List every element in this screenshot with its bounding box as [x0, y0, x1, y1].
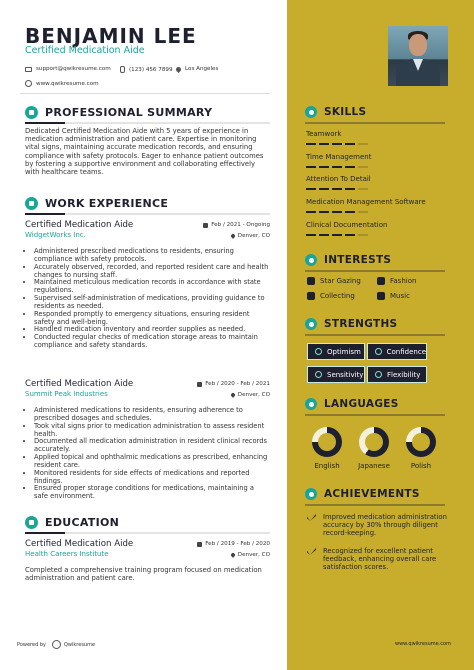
trophy-icon: [305, 488, 317, 500]
footer-powered-by: [17, 640, 95, 649]
skill-item: [306, 221, 446, 236]
job-entry-title: Certified Medication Aide: [25, 379, 134, 389]
language-level-ring: [359, 427, 389, 457]
achievements-heading: [305, 488, 420, 500]
skill-level-bar: [306, 234, 446, 236]
website-contact: [25, 80, 99, 87]
experience-underline: [25, 213, 270, 215]
strength-badge: [367, 366, 427, 383]
phone-contact: [120, 66, 173, 73]
list-item: • Monitored residents for side effects of medications and reported findings.: [34, 470, 270, 486]
strength-label: Optimism: [327, 347, 361, 356]
job-entry-location-text: Denver, CO: [237, 392, 270, 398]
skill-level-segment: [345, 234, 355, 236]
location-pin-icon: [230, 392, 236, 398]
language-level-ring: [312, 427, 342, 457]
experience-title: WORK EXPERIENCE: [45, 197, 169, 210]
strength-label: Sensitivity: [327, 370, 364, 379]
skill-level-segment: [332, 143, 342, 145]
interests-underline: [305, 270, 445, 272]
website-text[interactable]: www.qwikresume.com: [36, 80, 99, 87]
education-underline: [25, 532, 270, 534]
skills-underline: [305, 122, 445, 124]
skill-level-segment: [306, 166, 316, 168]
job-entry-location-text: Denver, CO: [237, 233, 270, 239]
calendar-icon: [203, 223, 208, 228]
education-date: [197, 541, 270, 547]
skill-level-segment: [319, 166, 329, 168]
job-entry-company: WidgetWorks Inc.: [25, 231, 86, 239]
job-entry-bullets: [25, 248, 270, 350]
music-note-icon: [377, 292, 385, 300]
education-degree: Certified Medication Aide: [25, 539, 134, 549]
skill-level-segment: [345, 166, 355, 168]
education-location: [231, 552, 270, 558]
phone-text: (123) 456 7899: [129, 66, 173, 73]
fashion-icon: [377, 277, 385, 285]
interest-label: Fashion: [390, 277, 417, 285]
strength-label: Flexibility: [387, 370, 421, 379]
strengths-title: STRENGTHS: [324, 318, 398, 330]
interests-icon: [305, 254, 317, 266]
list-item: • Documented all medication administration in resident clinical records accurately.: [34, 438, 270, 454]
profile-photo: [388, 26, 448, 86]
collecting-icon: [307, 292, 315, 300]
interest-item: [307, 292, 355, 300]
education-date-text: Feb / 2019 - Feb / 2020: [205, 541, 270, 547]
list-item: • Ensured proper storage conditions for medications, maintaining a safe environment.: [34, 485, 270, 501]
skill-level-bar: [306, 166, 446, 168]
optimism-icon: [315, 348, 322, 355]
skill-level-segment: [345, 143, 355, 145]
strength-badge: [307, 343, 365, 360]
powered-by-label: Powered by: [17, 641, 46, 648]
skill-level-segment: [345, 188, 355, 190]
language-name: English: [314, 462, 340, 470]
thumbs-up-icon: [375, 348, 382, 355]
summary-underline: [25, 122, 270, 124]
skill-level-segment: [358, 188, 368, 190]
location-text: Los Angeles: [185, 66, 219, 72]
skill-item: [306, 130, 446, 145]
interests-heading: [305, 254, 391, 266]
achievement-item: [307, 513, 447, 538]
profile-icon: [25, 106, 38, 119]
skill-level-segment: [345, 211, 355, 213]
skill-level-segment: [319, 234, 329, 236]
list-item: • Administered prescribed medications to residents, ensuring compliance with safety protocols.: [34, 248, 270, 264]
skill-item: [306, 198, 446, 213]
checkmark-icon: [307, 514, 316, 521]
job-entry-title: Certified Medication Aide: [25, 220, 134, 230]
list-item: • Supervised self-administration of medications, providing guidance to residents as needed.: [34, 295, 270, 311]
skill-name: Teamwork: [306, 130, 342, 138]
achievement-item: [307, 547, 447, 572]
job-entry-company: Summit Peak Industries: [25, 390, 108, 398]
skill-level-segment: [332, 234, 342, 236]
education-entry: [25, 539, 270, 558]
list-item: • Administered medications to residents, ensuring adherence to prescribed dosages and schedules.: [34, 407, 270, 423]
interest-item: [377, 292, 410, 300]
education-school: Health Careers Institute: [25, 550, 109, 558]
skill-name: Clinical Documentation: [306, 221, 388, 229]
interest-label: Music: [390, 292, 410, 300]
language-level-ring: [406, 427, 436, 457]
list-item: • Applied topical and ophthalmic medications as prescribed, enhancing resident care.: [34, 454, 270, 470]
strength-badge: [307, 366, 365, 383]
flexibility-icon: [375, 371, 382, 378]
location-pin-icon: [230, 233, 236, 239]
language-item: [357, 427, 391, 470]
calendar-icon: [197, 382, 202, 387]
language-name: Japanese: [358, 462, 390, 470]
briefcase-icon: [25, 197, 38, 210]
language-name: Polish: [410, 462, 432, 470]
skill-name: Attention To Detail: [306, 175, 371, 183]
skill-name: Medication Management Software: [306, 198, 426, 206]
list-item: • Accurately observed, recorded, and reported resident care and health changes to nursing staff.: [34, 264, 270, 280]
mail-icon: [25, 67, 32, 72]
skill-level-segment: [306, 234, 316, 236]
skill-level-segment: [332, 188, 342, 190]
location-pin-icon: [175, 65, 182, 72]
languages-underline: [305, 414, 445, 416]
skill-level-segment: [306, 211, 316, 213]
skill-level-segment: [332, 166, 342, 168]
location-pin-icon: [230, 552, 236, 558]
brand-name[interactable]: Qwikresume: [63, 641, 96, 648]
skill-level-segment: [306, 143, 316, 145]
language-item: [310, 427, 344, 470]
interest-item: [377, 277, 416, 285]
list-item: • Handled medication inventory and reorder supplies as needed.: [34, 326, 270, 334]
job-entry-bullets: [25, 407, 270, 501]
interest-label: Collecting: [320, 292, 355, 300]
phone-icon: [120, 66, 125, 73]
skill-level-segment: [319, 188, 329, 190]
summary-text: Dedicated Certified Medication Aide with 5 years of experience in medication administration and patient care. Expertise in monitoring vital signs, maintaining accurate medication records, and ensuring compliance with safety protocols. Eager to enhance patient outcomes by fostering a supportive environment and collaborating effectively with healthcare teams.: [25, 127, 264, 177]
checkmark-icon: [307, 548, 316, 555]
skill-item: [306, 153, 446, 168]
interest-label: Star Gazing: [320, 277, 361, 285]
leaf-icon: [315, 371, 322, 378]
list-item: • Responded promptly to emergency situations, ensuring resident safety and well-being.: [34, 311, 270, 327]
strengths-icon: [305, 318, 317, 330]
interests-title: INTERESTS: [324, 254, 392, 266]
skill-level-segment: [358, 143, 368, 145]
education-description: Completed a comprehensive training program focused on medication administration and patient care.: [25, 566, 262, 583]
achievement-text: Improved medication administration accuracy by 30% through diligent record-keeping.: [323, 513, 447, 538]
languages-icon: [305, 398, 317, 410]
skill-name: Time Management: [306, 153, 372, 161]
star-icon: [307, 277, 315, 285]
skill-level-bar: [306, 211, 446, 213]
skills-heading: [305, 106, 366, 118]
job-entry-location: [231, 392, 270, 398]
job-entry-date-text: Feb / 2020 - Feb / 2021: [205, 381, 270, 387]
experience-heading: [25, 197, 168, 210]
education-location-text: Denver, CO: [237, 552, 270, 558]
strengths-underline: [305, 334, 445, 336]
list-item: • Conducted regular checks of medication storage areas to maintain compliance and safety standards.: [34, 334, 270, 350]
footer-url[interactable]: www.qwikresume.com: [395, 641, 451, 647]
skills-icon: [305, 106, 317, 118]
languages-heading: [305, 398, 399, 410]
email-text[interactable]: support@qwikresume.com: [36, 66, 111, 72]
skill-level-segment: [332, 211, 342, 213]
education-title: EDUCATION: [45, 516, 120, 529]
job-entry-date: [197, 381, 270, 387]
skill-level-bar: [306, 188, 446, 190]
candidate-name: BENJAMIN LEE: [25, 24, 197, 48]
summary-heading: [25, 106, 212, 119]
location-contact: [176, 66, 218, 72]
skill-level-segment: [358, 211, 368, 213]
skills-title: SKILLS: [324, 106, 367, 118]
achievements-underline: [305, 504, 445, 506]
skill-level-segment: [319, 143, 329, 145]
list-item: • Maintained meticulous medication records in accordance with state regulations.: [34, 279, 270, 295]
job-entry-location: [231, 233, 270, 239]
skill-level-segment: [358, 234, 368, 236]
list-item: • Took vital signs prior to medication administration to assess resident health.: [34, 423, 270, 439]
achievement-text: Recognized for excellent patient feedback, enhancing overall care satisfaction scores.: [323, 547, 437, 572]
strength-label: Confidence: [386, 347, 426, 356]
skill-level-bar: [306, 143, 446, 145]
job-title: Certified Medication Aide: [25, 45, 145, 56]
graduation-cap-icon: [25, 516, 38, 529]
strengths-heading: [305, 318, 397, 330]
languages-title: LANGUAGES: [324, 398, 399, 410]
achievements-title: ACHIEVEMENTS: [324, 488, 420, 500]
qwikresume-logo-icon: [52, 640, 61, 649]
summary-title: PROFESSIONAL SUMMARY: [45, 106, 213, 119]
globe-icon: [25, 80, 32, 87]
education-heading: [25, 516, 119, 529]
job-entry-date-text: Feb / 2021 - Ongoing: [211, 222, 270, 228]
email-contact: [25, 66, 111, 72]
interest-item: [307, 277, 361, 285]
job-entry-date: [203, 222, 270, 228]
skill-level-segment: [306, 188, 316, 190]
skill-item: [306, 175, 446, 190]
language-item: [404, 427, 438, 470]
job-entry: [25, 379, 270, 501]
calendar-icon: [197, 542, 202, 547]
strength-badge: [367, 343, 427, 360]
job-entry: [25, 220, 270, 350]
skill-level-segment: [358, 166, 368, 168]
skill-level-segment: [319, 211, 329, 213]
header-divider: [20, 93, 270, 94]
